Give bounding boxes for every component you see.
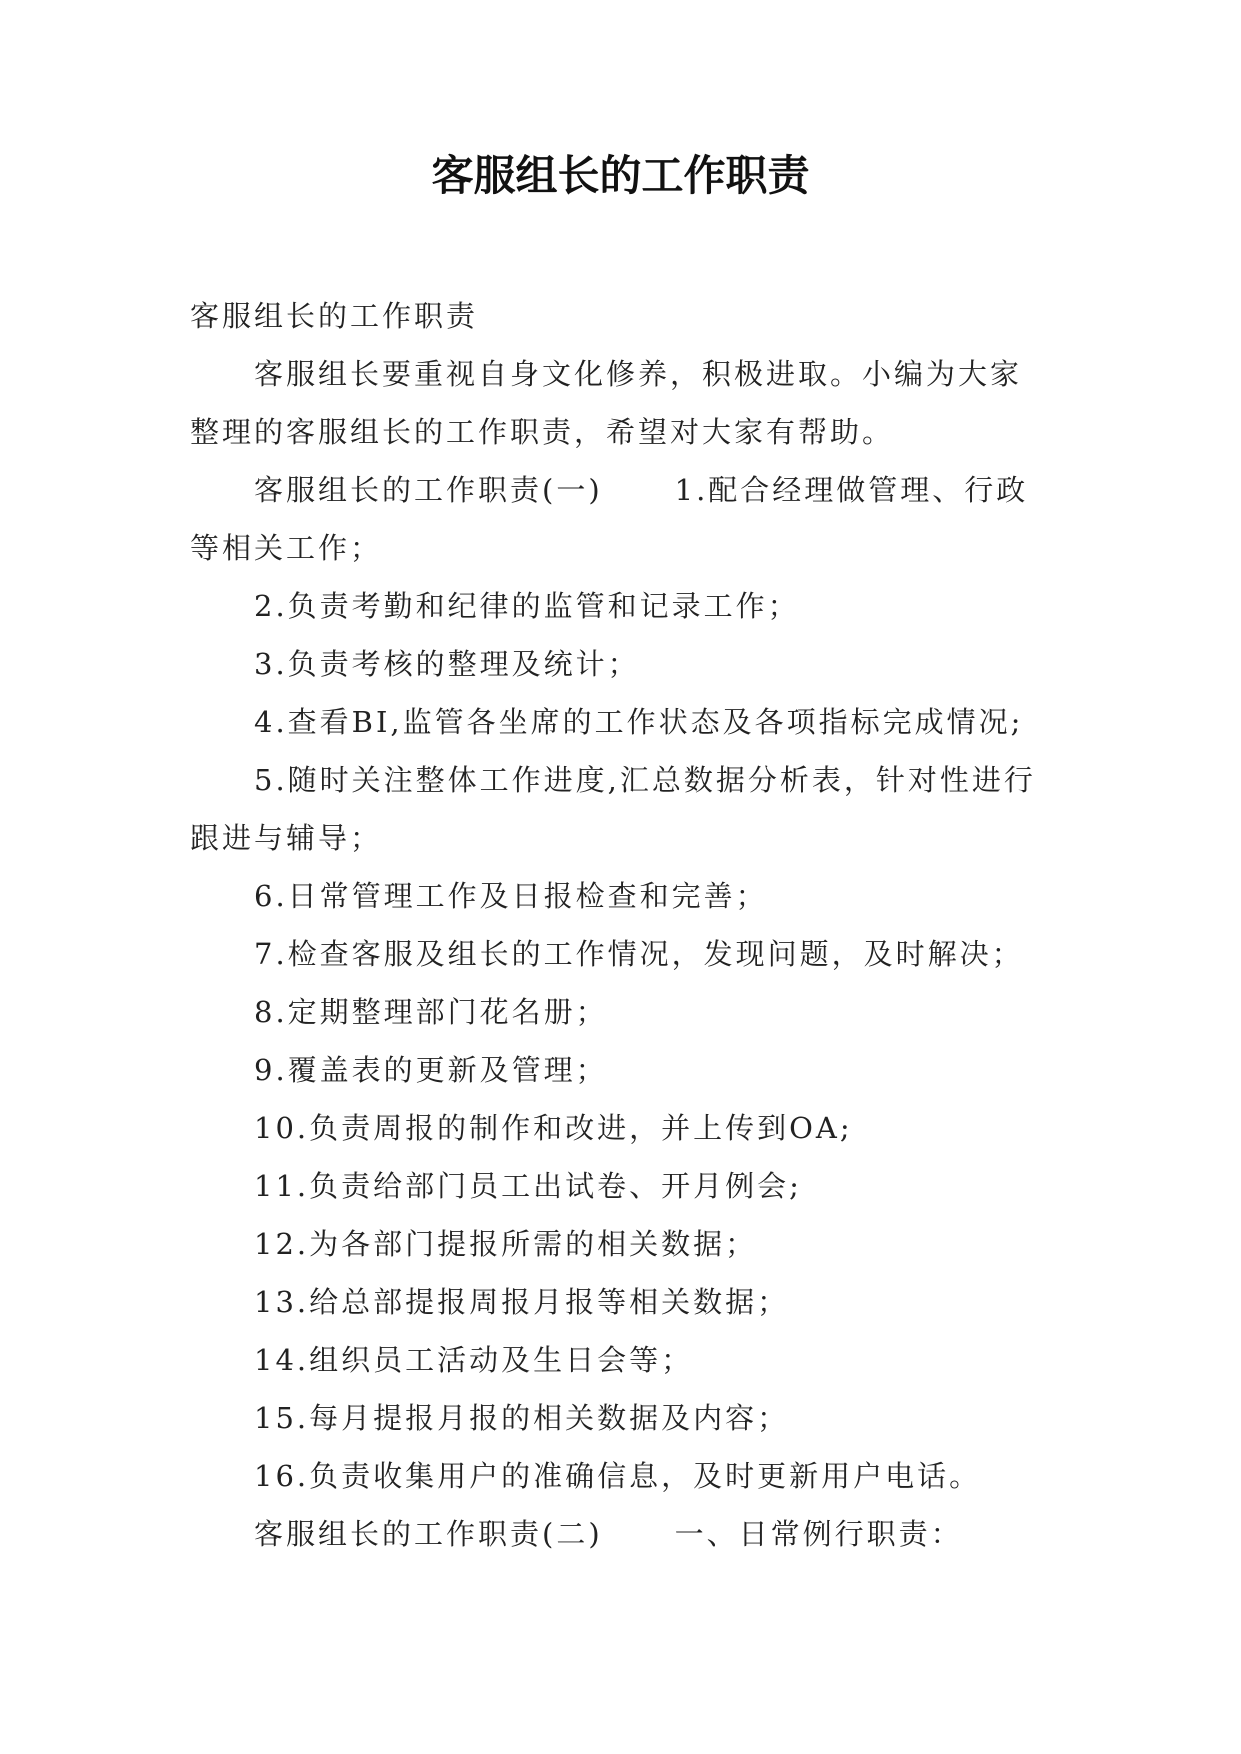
- duty-item-3: 3.负责考核的整理及统计；: [254, 647, 640, 681]
- section-2-paragraph: [190, 1505, 1050, 1563]
- section-1-paragraph: [190, 461, 1050, 577]
- section-2-label: 客服组长的工作职责(二): [254, 1517, 603, 1551]
- section-1-first-item: 1.配合经理做管理、行政等相关工作；: [190, 473, 1029, 565]
- duty-item-10: 10.负责周报的制作和改进，并上传到OA;: [254, 1111, 853, 1145]
- duty-item-7: 7.检查客服及组长的工作情况，发现问题，及时解决；: [254, 937, 1024, 971]
- section-2-first-item: 一、日常例行职责：: [674, 1517, 963, 1551]
- duty-item-5: 5.随时关注整体工作进度,汇总数据分析表，针对性进行跟进与辅导；: [190, 763, 1036, 855]
- document-body: [190, 287, 1050, 1563]
- duty-item-4: 4.查看BI,监管各坐席的工作状态及各项指标完成情况;: [254, 705, 1024, 739]
- document-title: 客服组长的工作职责: [431, 151, 810, 200]
- intro-paragraph: 客服组长要重视自身文化修养，积极进取。小编为大家整理的客服组长的工作职责，希望对大家有帮助。: [190, 357, 1023, 449]
- duty-item-8: 8.定期整理部门花名册；: [254, 995, 608, 1029]
- duty-item-6: 6.日常管理工作及日报检查和完善；: [254, 879, 768, 913]
- duty-item-11: 11.负责给部门员工出试卷、开月例会;: [254, 1169, 802, 1203]
- duty-item-16: 16.负责收集用户的准确信息，及时更新用户电话。: [254, 1459, 982, 1493]
- duty-item-14: 14.组织员工活动及生日会等；: [254, 1343, 694, 1377]
- duty-item-15: 15.每月提报月报的相关数据及内容；: [254, 1401, 790, 1435]
- duty-item-12: 12.为各部门提报所需的相关数据；: [254, 1227, 758, 1261]
- duty-item-2: 2.负责考勤和纪律的监管和记录工作；: [254, 589, 800, 623]
- section-1-label: 客服组长的工作职责(一): [254, 473, 603, 507]
- section-heading: 客服组长的工作职责: [190, 299, 479, 333]
- duty-item-13: 13.给总部提报周报月报等相关数据；: [254, 1285, 790, 1319]
- duty-item-9: 9.覆盖表的更新及管理；: [254, 1053, 608, 1087]
